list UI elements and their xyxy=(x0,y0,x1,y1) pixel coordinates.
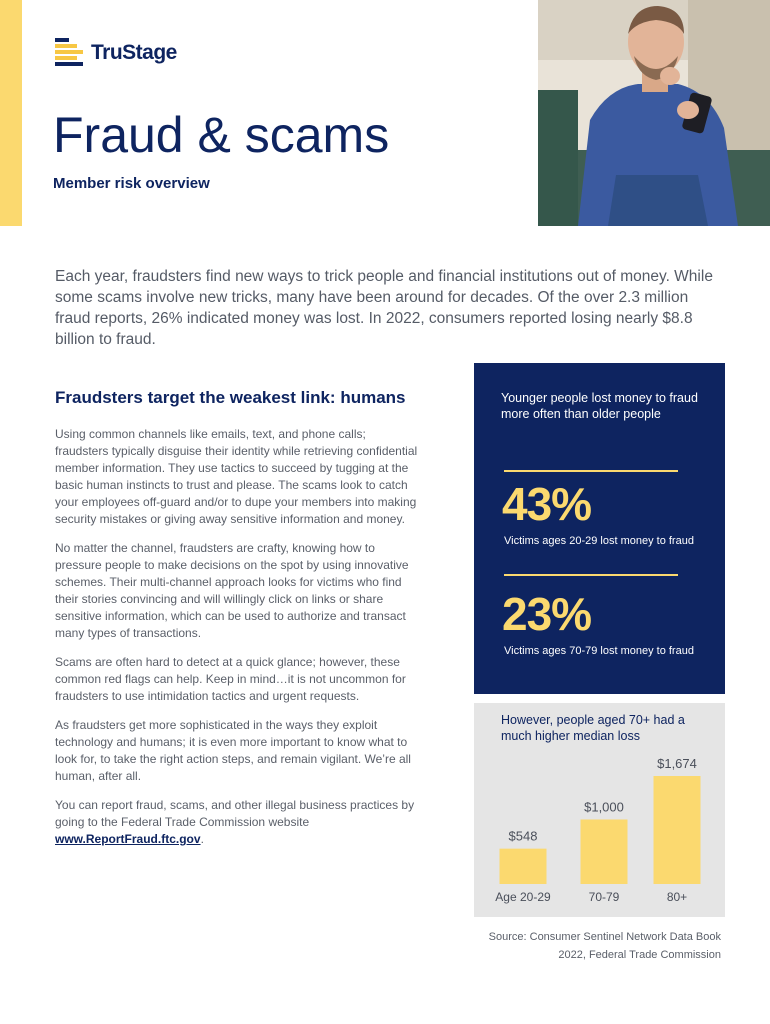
chart-title: However, people aged 70+ had a much higher median loss xyxy=(501,713,685,743)
bar-value-label: $1,674 xyxy=(657,756,697,771)
median-loss-chart xyxy=(474,703,725,917)
stat-caption: Victims ages 70-79 lost money to fraud xyxy=(504,645,694,657)
report-text: You can report fraud, scams, and other illegal business practices by going to the Federal Trade Commission website xyxy=(55,798,415,829)
stats-panel xyxy=(474,363,725,694)
article-column xyxy=(55,388,420,860)
chart-bar xyxy=(581,819,628,884)
page-title: Fraud & scams xyxy=(53,107,390,163)
chart-bar xyxy=(500,849,547,884)
bar-value-label: $1,000 xyxy=(584,799,624,815)
stats-heading: Younger people lost money to fraud more often than older people xyxy=(501,391,698,421)
source-note: Source: Consumer Sentinel Network Data Book 2022, Federal Trade Commission xyxy=(488,931,721,961)
chart-bar xyxy=(654,776,701,884)
report-end: . xyxy=(200,832,204,846)
header-photo xyxy=(538,0,770,226)
category-label: 80+ xyxy=(666,890,688,904)
logo-mark-icon xyxy=(55,38,83,68)
intro-paragraph: Each year, fraudsters find new ways to trick people and financial institutions out of money. While some scams involve new tricks, many have been around for decades. Of the over 2.3 million fraud reports, 26% indicated money was lost. In 2022, consumers reported losing nearly $8.8 billion to fraud. xyxy=(55,268,713,348)
trustage-logo xyxy=(55,38,177,68)
logo-text: TruStage xyxy=(91,41,177,64)
stat-value: 43% xyxy=(502,478,592,530)
article-heading: Fraudsters target the weakest link: humans xyxy=(55,388,406,407)
bar-value-label: $548 xyxy=(508,828,538,844)
article-paragraph: Using common channels like emails, text, and phone calls; fraudsters typically disguise their identity while retrieving confidential member information. They use tactics to succeed by tugging at the basic human instincts to trust and please. The scams look to catch your employees off-guard and/or to dupe your members into making security mistakes or giving away sensitive information and money. xyxy=(55,427,418,526)
accent-bar xyxy=(0,0,22,226)
article-paragraph: As fraudsters get more sophisticated in the ways they exploit technology and humans; it is even more important to know what to look for, to take the right action steps, and remain vigilant. We’re all human, after all. xyxy=(55,718,411,783)
chart-canvas xyxy=(474,703,725,917)
article-paragraph: No matter the channel, fraudsters are crafty, knowing how to pressure people to make decisions on the spot by using innovative schemes. Their multi-channel approach looks for victims who find their stories convincing and will willingly click on links or share sensitive information, which can be used to authorize and transact many types of transactions. xyxy=(55,541,409,640)
divider xyxy=(504,574,678,576)
stat-value: 23% xyxy=(502,588,592,640)
category-label: 70-79 xyxy=(588,890,620,904)
divider xyxy=(504,470,678,472)
report-paragraph xyxy=(55,797,420,848)
page-subtitle: Member risk overview xyxy=(53,175,210,192)
stat-caption: Victims ages 20-29 lost money to fraud xyxy=(504,535,694,547)
report-fraud-link[interactable]: www.ReportFraud.ftc.gov xyxy=(55,832,201,846)
category-label: Age 20-29 xyxy=(495,890,551,904)
article-paragraph: Scams are often hard to detect at a quick glance; however, these common red flags can help. Keep in mind…it is not uncommon for fraudsters to use intimidation tactics and urgent requests. xyxy=(55,655,406,703)
